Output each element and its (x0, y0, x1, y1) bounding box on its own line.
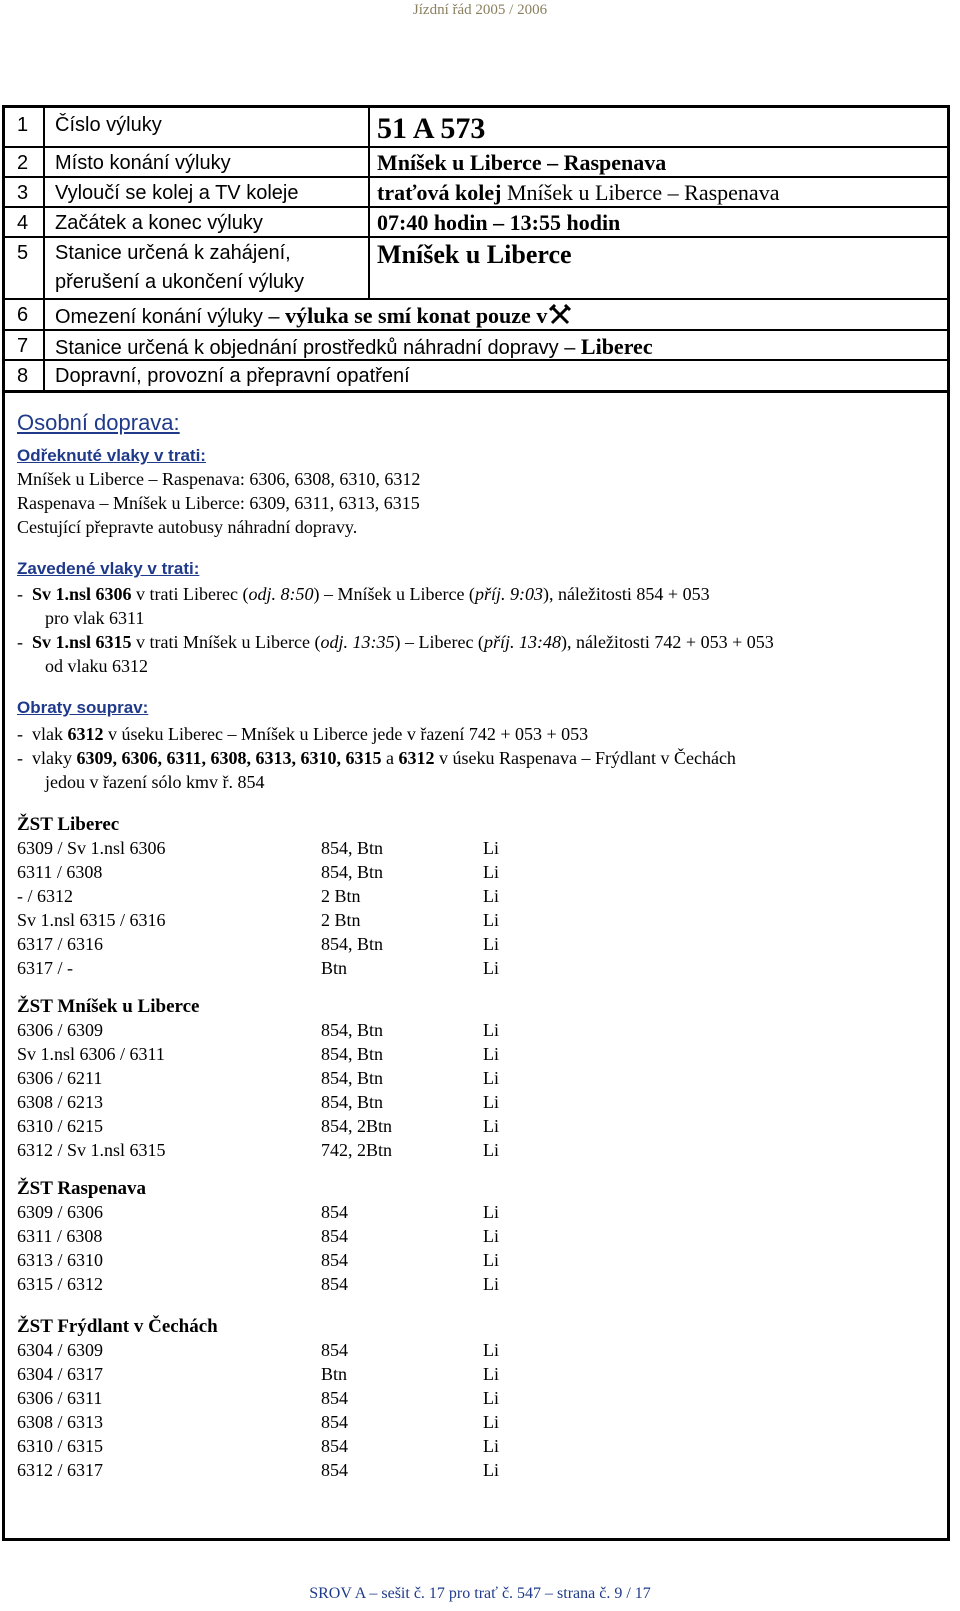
station-title: ŽST Raspenava (17, 1178, 147, 1199)
introduced-train: - Sv 1.nsl 6315 v trati Mníšek u Liberce (odj. 13:35) – Liberec (příj. 13:48), náležitosti 742 + 053 + 053 (17, 632, 774, 652)
turnaround-line: - vlak 6312 v úseku Liberec – Mníšek u Liberce jede v řazení 742 + 053 + 053 (17, 724, 589, 744)
depot: Li (483, 1116, 499, 1136)
row-label-line1: Stanice určená k zahájení, (55, 242, 291, 264)
depot: Li (483, 934, 499, 954)
train-pair: 6309 / 6306 (17, 1202, 104, 1222)
cancelled-line: Mníšek u Liberce – Raspenava: 6306, 6308, 6310, 6312 (17, 469, 421, 489)
replacement-station-text: Stanice určená k objednání prostředků náhradní dopravy – Liberec (55, 334, 653, 359)
depot: Li (483, 958, 499, 978)
depot: Li (483, 1340, 499, 1360)
row-number: 7 (17, 335, 29, 357)
row-label: Číslo výluky (55, 114, 162, 136)
row-number: 6 (17, 304, 29, 326)
row-5 (5, 238, 947, 300)
consist: Btn (321, 1364, 348, 1384)
start-station: Mníšek u Liberce (377, 240, 572, 269)
depot: Li (483, 886, 499, 906)
row-4 (5, 208, 947, 238)
row-label: Dopravní, provozní a přepravní opatření (55, 365, 410, 387)
row-8 (5, 361, 947, 393)
depot: Li (483, 910, 499, 930)
consist: 854 (321, 1274, 348, 1294)
train-pair: 6311 / 6308 (17, 862, 103, 882)
consist: 2 Btn (321, 886, 361, 906)
turnaround-note: jedou v řazení sólo kmv ř. 854 (45, 772, 265, 792)
restriction-text: Omezení konání výluky – výluka se smí konat pouze v (55, 303, 571, 329)
train-pair: Sv 1.nsl 6315 / 6316 (17, 910, 166, 930)
consist: 854, Btn (321, 838, 384, 858)
train-pair: 6310 / 6315 (17, 1436, 104, 1456)
train-pair: 6311 / 6308 (17, 1226, 103, 1246)
depot: Li (483, 1226, 499, 1246)
depot: Li (483, 1388, 499, 1408)
train-pair: 6306 / 6211 (17, 1068, 103, 1088)
consist: 742, 2Btn (321, 1140, 393, 1160)
row-number: 3 (17, 182, 29, 204)
train-pair: 6312 / 6317 (17, 1460, 104, 1480)
depot: Li (483, 1020, 499, 1040)
consist: 854, Btn (321, 1092, 384, 1112)
introduced-heading: Zavedené vlaky v trati: (17, 559, 200, 578)
consist: 854, Btn (321, 862, 384, 882)
page-header: Jízdní řád 2005 / 2006 (412, 2, 548, 18)
consist: 854 (321, 1388, 348, 1408)
consist: 2 Btn (321, 910, 361, 930)
depot: Li (483, 1202, 499, 1222)
depot: Li (483, 1412, 499, 1432)
closure-place: Mníšek u Liberce – Raspenava (377, 150, 667, 175)
train-pair: 6310 / 6215 (17, 1116, 104, 1136)
row-number: 4 (17, 212, 29, 234)
depot: Li (483, 1364, 499, 1384)
train-pair: - / 6312 (17, 886, 73, 906)
closure-number: 51 A 573 (377, 112, 486, 145)
depot: Li (483, 1140, 499, 1160)
hammer-pick-icon (549, 304, 571, 326)
consist: 854, Btn (321, 1068, 384, 1088)
depot: Li (483, 1460, 499, 1480)
row-number: 8 (17, 365, 29, 387)
station-title: ŽST Liberec (17, 814, 120, 835)
cancelled-heading: Odřeknuté vlaky v trati: (17, 446, 206, 465)
consist: 854 (321, 1250, 348, 1270)
row-label: Vyloučí se kolej a TV koleje (55, 182, 299, 204)
train-pair: 6312 / Sv 1.nsl 6315 (17, 1140, 166, 1160)
train-pair: 6306 / 6309 (17, 1020, 104, 1040)
row-label-line2: přerušení a ukončení výluky (55, 271, 305, 293)
consist: 854 (321, 1436, 348, 1456)
consist: Btn (321, 958, 348, 978)
page-footer: SROV A – sešit č. 17 pro trať č. 547 – strana č. 9 / 17 (309, 1585, 651, 1602)
consist: 854 (321, 1460, 348, 1480)
train-pair: 6304 / 6309 (17, 1340, 104, 1360)
consist: 854 (321, 1340, 348, 1360)
train-pair: 6317 / - (17, 958, 73, 978)
train-pair: 6317 / 6316 (17, 934, 104, 954)
consist: 854, Btn (321, 934, 384, 954)
introduced-train: - Sv 1.nsl 6306 v trati Liberec (odj. 8:50) – Mníšek u Liberce (příj. 9:03), náležitosti 854 + 053 (17, 584, 710, 604)
turnarounds-heading: Obraty souprav: (17, 698, 149, 717)
closure-form (2, 105, 950, 1541)
train-pair: 6306 / 6311 (17, 1388, 103, 1408)
row-number: 1 (17, 114, 29, 136)
closure-time: 07:40 hodin – 13:55 hodin (377, 210, 621, 235)
depot: Li (483, 1092, 499, 1112)
consist: 854 (321, 1226, 348, 1246)
station-title: ŽST Frýdlant v Čechách (17, 1316, 218, 1337)
row-number: 2 (17, 152, 29, 174)
station-title: ŽST Mníšek u Liberce (17, 996, 200, 1017)
row-3 (5, 178, 947, 208)
cancelled-line: Cestující přepravte autobusy náhradní dopravy. (17, 517, 358, 537)
consist: 854 (321, 1202, 348, 1222)
introduced-train-note: od vlaku 6312 (45, 656, 148, 676)
train-pair: 6304 / 6317 (17, 1364, 104, 1384)
depot: Li (483, 1436, 499, 1456)
train-pair: Sv 1.nsl 6306 / 6311 (17, 1044, 165, 1064)
depot: Li (483, 838, 499, 858)
consist: 854 (321, 1412, 348, 1432)
depot: Li (483, 862, 499, 882)
row-label: Začátek a konec výluky (55, 212, 263, 234)
row-number: 5 (17, 242, 29, 264)
depot: Li (483, 1044, 499, 1064)
depot: Li (483, 1068, 499, 1088)
train-pair: 6308 / 6313 (17, 1412, 104, 1432)
consist: 854, 2Btn (321, 1116, 393, 1136)
cancelled-line: Raspenava – Mníšek u Liberce: 6309, 6311, 6313, 6315 (17, 493, 420, 513)
track-closed: traťová kolej Mníšek u Liberce – Raspenava (377, 180, 780, 205)
row-label: Místo konání výluky (55, 152, 231, 174)
train-pair: 6313 / 6310 (17, 1250, 104, 1270)
row-2 (5, 148, 947, 178)
depot: Li (483, 1250, 499, 1270)
passenger-heading: Osobní doprava: (17, 410, 180, 435)
consist: 854, Btn (321, 1044, 384, 1064)
row-7 (5, 331, 947, 361)
train-pair: 6308 / 6213 (17, 1092, 104, 1112)
row-6 (5, 300, 947, 331)
train-pair: 6315 / 6312 (17, 1274, 104, 1294)
row-1 (5, 108, 947, 148)
train-pair: 6309 / Sv 1.nsl 6306 (17, 838, 166, 858)
introduced-train-note: pro vlak 6311 (45, 608, 145, 628)
turnaround-line: - vlaky 6309, 6306, 6311, 6308, 6313, 6310, 6315 a 6312 v úseku Raspenava – Frýdlant v Čechách (17, 748, 736, 768)
depot: Li (483, 1274, 499, 1294)
consist: 854, Btn (321, 1020, 384, 1040)
